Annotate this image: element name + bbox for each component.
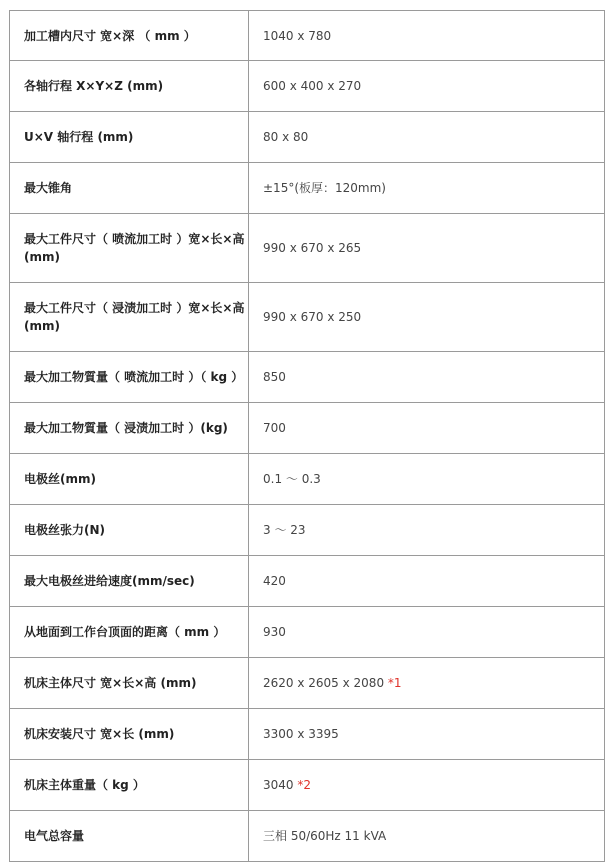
- spec-label-line: 电极丝张力(N): [24, 523, 106, 537]
- spec-label: [10, 11, 249, 61]
- spec-label-line: 宽×长×高 (mm): [24, 232, 245, 264]
- spec-value: [249, 454, 605, 505]
- spec-value-text: 3 ～ 23: [263, 523, 306, 537]
- spec-label-line: 最大电极丝进给速度(mm/sec): [24, 574, 195, 588]
- spec-value-text: 990 x 670 x 265: [263, 241, 362, 255]
- spec-value-text: 600 x 400 x 270: [263, 79, 362, 93]
- spec-value: [249, 283, 605, 352]
- spec-label-line: 最大工件尺寸（ 浸渍加工时 ）: [24, 301, 189, 315]
- spec-label: [10, 505, 249, 556]
- spec-row: [10, 454, 605, 505]
- spec-value: [249, 352, 605, 403]
- spec-label-line: 机床主体尺寸 宽×长×高 (mm): [24, 676, 197, 690]
- spec-row: [10, 163, 605, 214]
- spec-row: [10, 352, 605, 403]
- spec-value: [249, 11, 605, 61]
- spec-label-line: 机床主体重量（ kg ）: [24, 778, 145, 792]
- spec-row: [10, 403, 605, 454]
- spec-footnote-marker: *1: [387, 676, 402, 690]
- spec-label-line: 电气总容量: [24, 829, 85, 843]
- spec-value-text: 1040 x 780: [263, 28, 332, 43]
- spec-value: [249, 811, 605, 862]
- spec-value: [249, 607, 605, 658]
- spec-value-text: 0.1 ～ 0.3: [263, 472, 321, 486]
- spec-value-text: ±15°(板厚：120mm): [263, 181, 386, 195]
- spec-value-text: 2620 x 2605 x 2080: [263, 676, 385, 690]
- spec-row: [10, 61, 605, 112]
- spec-value: [249, 760, 605, 811]
- spec-row: [10, 607, 605, 658]
- spec-value: [249, 505, 605, 556]
- spec-value-text: 420: [263, 574, 286, 588]
- spec-value: [249, 61, 605, 112]
- spec-label: [10, 61, 249, 112]
- spec-table-body: [10, 11, 605, 862]
- spec-row: [10, 556, 605, 607]
- spec-value-text: 80 x 80: [263, 130, 309, 144]
- spec-label: [10, 283, 249, 352]
- spec-label-line: 从地面到工作台顶面的距离（ mm ）: [24, 625, 226, 639]
- spec-row: [10, 709, 605, 760]
- spec-label-line: 加工槽内尺寸 宽×深 （ mm ）: [24, 28, 196, 43]
- spec-footnote-marker: *2: [297, 778, 312, 792]
- spec-label: [10, 163, 249, 214]
- spec-label: [10, 709, 249, 760]
- spec-label: [10, 556, 249, 607]
- spec-value-text: 930: [263, 625, 286, 639]
- spec-label-line: 最大加工物質量（ 喷流加工时 ）（ kg ）: [24, 370, 244, 384]
- spec-label: [10, 352, 249, 403]
- spec-value-text: 三相 50/60Hz 11 kVA: [263, 829, 387, 843]
- spec-value-text: 700: [263, 421, 286, 435]
- spec-row: [10, 214, 605, 283]
- spec-label: [10, 760, 249, 811]
- spec-value: [249, 556, 605, 607]
- spec-value: [249, 163, 605, 214]
- spec-label: [10, 454, 249, 505]
- spec-value: [249, 403, 605, 454]
- spec-row: [10, 112, 605, 163]
- spec-label-line: 宽×长×高 (mm): [24, 301, 245, 333]
- spec-table: [9, 10, 605, 862]
- spec-label-line: 最大工件尺寸（ 喷流加工时 ）: [24, 232, 189, 246]
- spec-label-line: 最大锥角: [24, 181, 73, 195]
- spec-row: [10, 658, 605, 709]
- spec-row: [10, 283, 605, 352]
- spec-label: [10, 658, 249, 709]
- spec-value: [249, 709, 605, 760]
- spec-value: [249, 658, 605, 709]
- spec-row: [10, 11, 605, 61]
- spec-value: [249, 112, 605, 163]
- spec-value-text: 850: [263, 370, 286, 384]
- spec-value-text: 990 x 670 x 250: [263, 310, 362, 324]
- spec-label-line: U×V 轴行程 (mm): [24, 130, 134, 144]
- spec-label: [10, 214, 249, 283]
- spec-row: [10, 505, 605, 556]
- spec-label-line: 电极丝(mm): [24, 472, 96, 486]
- spec-label: [10, 811, 249, 862]
- spec-label: [10, 112, 249, 163]
- spec-label: [10, 403, 249, 454]
- spec-label-line: 各轴行程 X×Y×Z (mm): [24, 79, 164, 93]
- spec-label-line: 机床安装尺寸 宽×长 (mm): [24, 727, 175, 741]
- spec-value: [249, 214, 605, 283]
- spec-row: [10, 811, 605, 862]
- spec-row: [10, 760, 605, 811]
- spec-label-line: 最大加工物質量（ 浸渍加工时 ）(kg): [24, 421, 228, 435]
- spec-label: [10, 607, 249, 658]
- spec-value-text: 3040: [263, 778, 294, 792]
- spec-value-text: 3300 x 3395: [263, 727, 339, 741]
